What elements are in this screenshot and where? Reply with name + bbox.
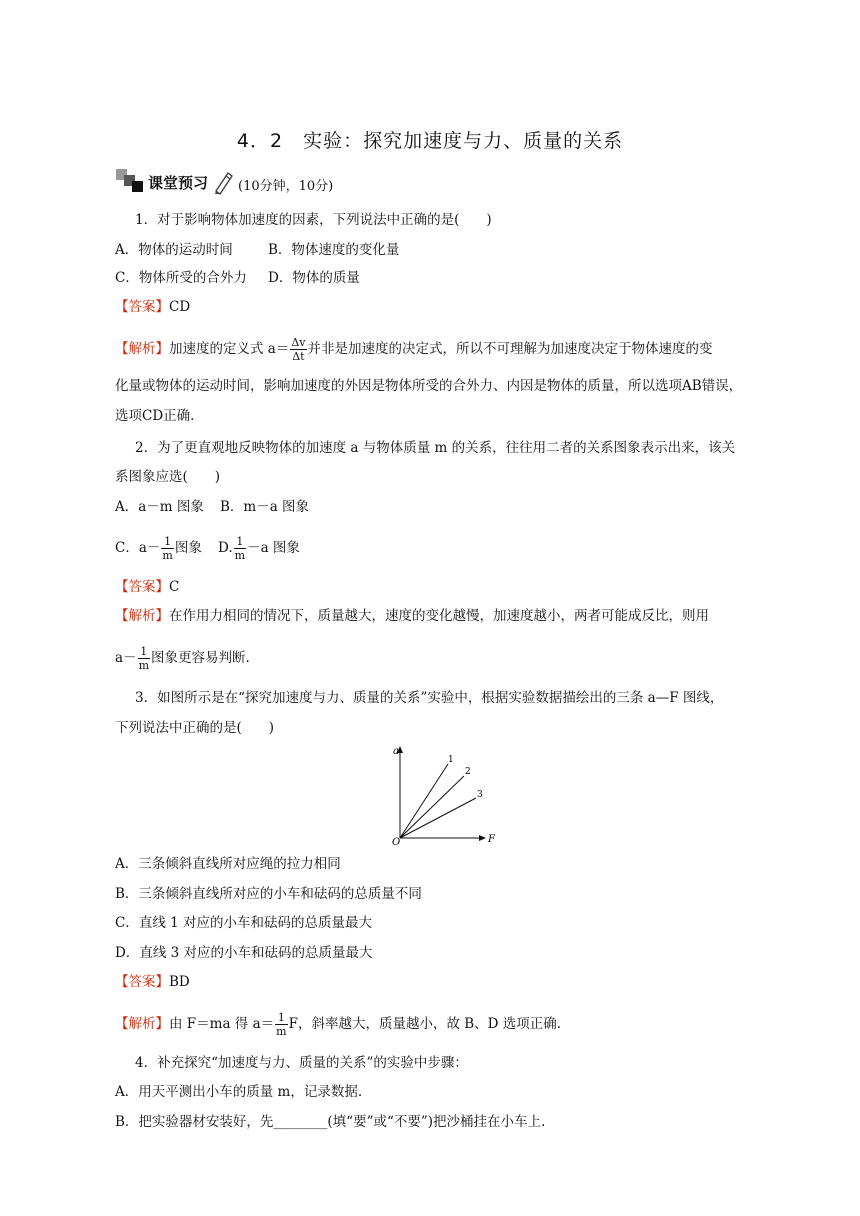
fraction-denominator: m xyxy=(234,549,246,562)
q3-option-b: B．三条倾斜直线所对应的小车和砝码的总质量不同 xyxy=(115,886,422,902)
answer-tag: 【答案】 xyxy=(115,299,169,315)
fraction-denominator: m xyxy=(162,549,173,562)
section-header xyxy=(116,168,333,196)
q1-option-d: D．物体的质量 xyxy=(268,270,360,286)
line-label-1: 1 xyxy=(448,755,454,765)
q3-answer xyxy=(115,972,190,992)
answer-value: C xyxy=(169,579,180,595)
line-label-3: 3 xyxy=(477,790,483,800)
answer-value: BD xyxy=(169,974,190,990)
analysis-tag: 【解析】 xyxy=(115,608,169,624)
q3-option-d: D．直线 3 对应的小车和砝码的总质量最大 xyxy=(115,945,373,961)
analysis-text: 在作用力相同的情况下，质量越大，速度的变化越慢，加速度越小，两者可能成反比，则用 xyxy=(169,608,709,624)
analysis-text: 由 F＝ma 得 a＝ xyxy=(169,1016,275,1032)
q2-option-a: A．a－m 图象 xyxy=(115,499,204,515)
option-text: 图象 xyxy=(174,540,202,556)
analysis-text: a－ xyxy=(115,650,137,666)
fraction-numerator: 1 xyxy=(161,535,173,549)
analysis-text: F，斜率越大，质量越小，故 B、D 选项正确. xyxy=(288,1016,562,1032)
q1-stem: 1．对于影响物体加速度的因素，下列说法中正确的是( ) xyxy=(135,212,492,228)
fraction-denominator: Δt xyxy=(292,350,305,363)
pencil-icon xyxy=(212,169,234,195)
analysis-text: 图象更容易判断. xyxy=(151,650,250,666)
q3-option-a: A．三条倾斜直线所对应绳的拉力相同 xyxy=(115,856,341,872)
q1-analysis-line-3: 选项CD正确. xyxy=(115,408,195,424)
fraction-denominator: m xyxy=(138,659,149,672)
q3-stem-line-2: 下列说法中正确的是( ) xyxy=(115,720,275,736)
section-time: (10分钟，10分) xyxy=(238,178,334,194)
fraction-denominator: m xyxy=(276,1025,287,1038)
q4-step-a: A．用天平测出小车的质量 m，记录数据. xyxy=(115,1084,363,1100)
q3-analysis xyxy=(115,1011,561,1038)
line-1 xyxy=(400,764,448,838)
y-axis-label: a xyxy=(393,746,399,757)
option-text: C．a－ xyxy=(115,540,161,556)
stacked-squares-icon xyxy=(116,169,146,195)
q1-option-b: B．物体速度的变化量 xyxy=(268,242,400,258)
q4-stem: 4．补充探究“加速度与力、质量的关系”的实验中步骤： xyxy=(135,1055,468,1071)
x-axis-arrow xyxy=(479,835,486,841)
q4-step-b: B．把实验器材安装好，先________(填“要”或“不要”)把沙桶挂在小车上. xyxy=(115,1114,546,1130)
q2-answer xyxy=(115,577,179,597)
q2-option-c xyxy=(115,535,202,562)
fraction-numerator: 1 xyxy=(234,535,246,549)
a-f-graph xyxy=(364,742,504,846)
fraction-numerator: 1 xyxy=(275,1011,287,1025)
q2-analysis-line-1 xyxy=(115,606,709,626)
q1-option-a: A．物体的运动时间 xyxy=(115,242,233,258)
q1-option-c: C．物体所受的合外力 xyxy=(115,270,247,286)
option-text: D. xyxy=(218,540,233,556)
page-title: 4．2 实验：探究加速度与力、质量的关系 xyxy=(236,130,624,152)
analysis-tag: 【解析】 xyxy=(115,1016,169,1032)
fraction xyxy=(161,535,173,562)
option-text: －a 图象 xyxy=(247,540,300,556)
fraction xyxy=(290,336,306,363)
answer-tag: 【答案】 xyxy=(115,579,169,595)
answer-value: CD xyxy=(169,299,191,315)
analysis-tag: 【解析】 xyxy=(115,341,169,357)
q3-option-c: C．直线 1 对应的小车和砝码的总质量最大 xyxy=(115,915,373,931)
fraction xyxy=(234,535,246,562)
q1-analysis-line-2: 化量或物体的运动时间，影响加速度的外因是物体所受的合外力、内因是物体的质量，所以选项AB错误， xyxy=(115,378,743,394)
answer-tag: 【答案】 xyxy=(115,974,169,990)
q1-analysis-line-1 xyxy=(115,336,713,363)
analysis-text: 并非是加速度的决定式，所以不可理解为加速度决定于物体速度的变 xyxy=(307,341,713,357)
fraction xyxy=(275,1011,287,1038)
q2-stem-line-2: 系图象应选( ) xyxy=(115,469,221,485)
line-3 xyxy=(400,798,476,838)
q2-option-d xyxy=(218,535,300,562)
q2-stem-line-1: 2．为了更直观地反映物体的加速度 a 与物体质量 m 的关系，往往用二者的关系图象表示出来，该关 xyxy=(135,440,736,456)
origin-label: O xyxy=(392,837,401,846)
section-label: 课堂预习 xyxy=(148,173,209,192)
fraction-numerator: 1 xyxy=(138,645,150,659)
line-2 xyxy=(400,776,464,838)
q2-option-b: B．m－a 图象 xyxy=(220,499,310,515)
q1-answer xyxy=(115,297,190,317)
line-label-2: 2 xyxy=(465,767,471,777)
fraction xyxy=(138,645,150,672)
x-axis-label: F xyxy=(488,834,495,845)
fraction-numerator: Δv xyxy=(291,336,306,349)
q2-analysis-line-2 xyxy=(115,645,250,672)
q3-stem-line-1: 3．如图所示是在“探究加速度与力、质量的关系”实验中，根据实验数据描绘出的三条 a—F 图线， xyxy=(135,690,724,706)
analysis-text: 加速度的定义式 a＝ xyxy=(169,341,290,357)
